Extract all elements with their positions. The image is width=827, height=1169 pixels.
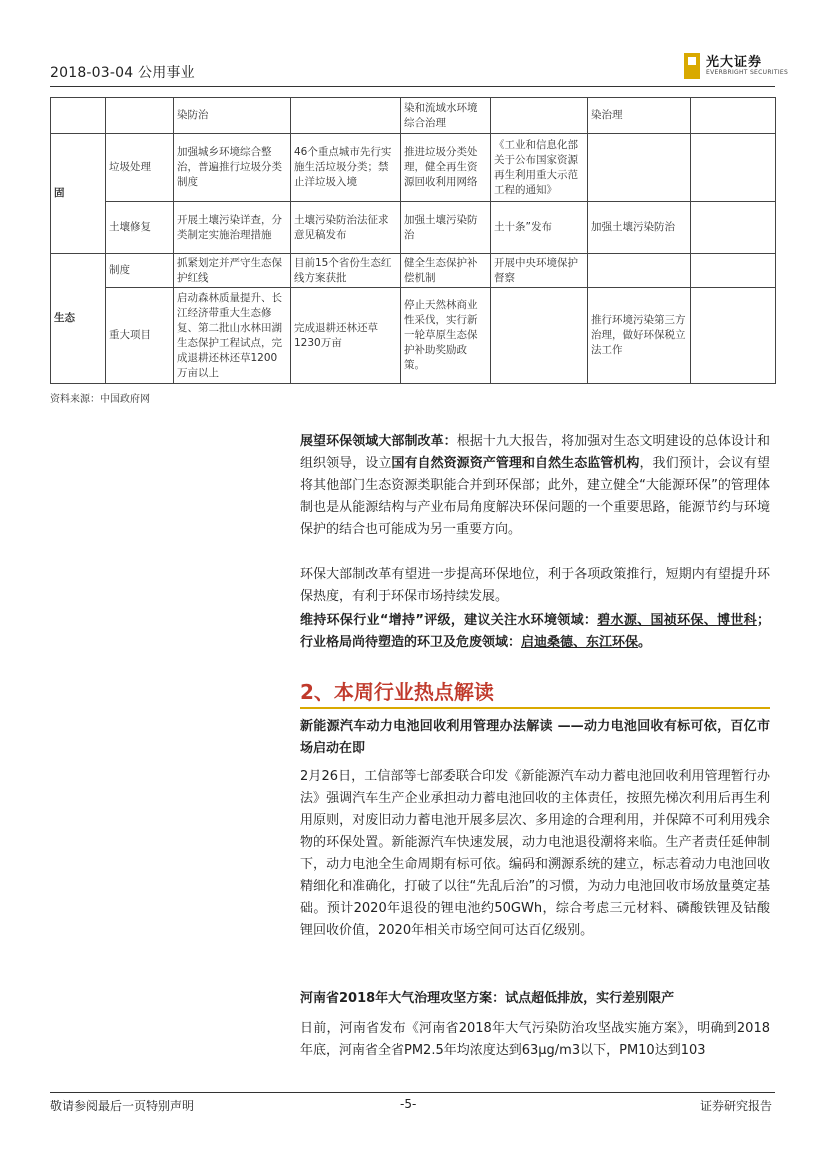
table-cell: 开展中央环境保护督察 — [491, 254, 588, 288]
table-cell — [51, 98, 106, 134]
table-cell: 土十条”发布 — [491, 202, 588, 254]
paragraph-reform — [300, 431, 770, 541]
table-cell — [588, 134, 691, 202]
table-cell — [588, 254, 691, 288]
section-title: 2、本周行业热点解读 — [300, 680, 494, 704]
table-cell — [491, 288, 588, 384]
news-body-henan — [300, 1018, 770, 1062]
table-cell: 《工业和信息化部关于公布国家资源再生利用重大示范工程的通知》 — [491, 134, 588, 202]
news-text: 日前，河南省发布《河南省2018年大气污染防治攻坚战实施方案》，明确到2018年底，河南省全省PM2.5年均浓度达到63μg/m3以下，PM10达到103 — [300, 1021, 770, 1058]
paragraph-text: 根据十九大报告，将加强对生态文明建设的总体设计和组织领导，设立 — [300, 434, 770, 471]
header-date-sector: 2018-03-04 公用事业 — [50, 65, 195, 81]
category-cell: 固 — [51, 134, 106, 254]
table-cell: 推行环境污染第三方治理，做好环保税立法工作 — [588, 288, 691, 384]
brand-logo — [684, 50, 789, 82]
news-title: 河南省2018年大气治理攻坚方案：试点超低排放，实行差别限产 — [300, 991, 675, 1006]
table-cell — [291, 98, 401, 134]
news-text: 2月26日，工信部等七部委联合印发《新能源汽车动力蓄电池回收利用管理暂行办法》强调汽车生产企业承担动力蓄电池回收的主体责任，按照先梯次利用后再生利用原则，对废旧动力蓄电池开展多层次、多用途的合理利用，并保障不可利用残余物的环保处置。新能源汽车快速发展，动力电池退役潮将来临。生产者责任延伸制下，动力电池全生命周期有标可依。编码和溯源系统的建立，标志着动力电池回收精细化和准确化，打破了以往“先乱后治”的习惯，为动力电池回收市场放量奠定基础。预计2020年退役的锂电池约50GWh，综合考虑三元材料、磷酸铁锂及钴酸锂回收价值，2020年相关市场空间可达百亿级别。 — [300, 769, 770, 938]
news-body-battery — [300, 766, 770, 942]
rating-lead: 维持环保行业“增持”评级，建议关注水环境领域： — [300, 613, 598, 628]
table-cell — [691, 98, 776, 134]
table-cell — [691, 202, 776, 254]
table-row — [51, 254, 776, 288]
table-cell: 染治理 — [588, 98, 691, 134]
table-cell: 启动森林质量提升、长江经济带重大生态修复、第二批山水林田湖生态保护工程试点，完成退耕还林还草1200万亩以上 — [174, 288, 291, 384]
paragraph-text: 环保大部制改革有望进一步提高环保地位，利于各项政策推行，短期内有望提升环保热度，有利于环保市场持续发展。 — [300, 567, 770, 604]
footer-disclaimer: 敬请参阅最后一页特别声明 — [50, 1099, 195, 1113]
news-title: 新能源汽车动力电池回收利用管理办法解读 ——动力电池回收有标可依，百亿市场启动在即 — [300, 719, 770, 756]
table-cell: 46个重点城市先行实施生活垃圾分类；禁止洋垃圾入境 — [291, 134, 401, 202]
table-row — [51, 288, 776, 384]
table-source-note: 资料来源：中国政府网 — [50, 394, 150, 405]
table-cell: 抓紧划定并严守生态保护红线 — [174, 254, 291, 288]
news-item-battery — [300, 716, 770, 760]
paragraph-bold: 国有自然资源资产管理和自然生态监管机构 — [391, 456, 640, 471]
paragraph-rating — [300, 610, 770, 654]
logo-subtext: EVERBRIGHT SECURITIES — [706, 69, 789, 76]
table-cell: 加强土壤污染防治 — [588, 202, 691, 254]
table-row — [51, 98, 776, 134]
paragraph-text: ，我们预计，会议有望将其他部门生态资源类职能合并到环保部；此外，建立健全“大能源环保”的管理体制也是从能源结构与产业布局角度解决环保问题的一个重要思路，能源节约与环境保护的结合也可能成为另一重要方向。 — [300, 456, 770, 537]
table-cell: 土壤污染防治法征求意见稿发布 — [291, 202, 401, 254]
footer-divider — [50, 1092, 775, 1093]
table-row — [51, 202, 776, 254]
policy-table — [50, 97, 776, 384]
table-row — [51, 134, 776, 202]
table-cell: 染防治 — [174, 98, 291, 134]
page-number: -5- — [400, 1097, 417, 1111]
subcategory-cell: 重大项目 — [106, 288, 174, 384]
table-cell — [691, 254, 776, 288]
table-cell: 加强城乡环境综合整治，普遍推行垃圾分类制度 — [174, 134, 291, 202]
table-cell: 染和流域水环境综合治理 — [401, 98, 491, 134]
table-cell: 推进垃圾分类处理，健全再生资源回收利用网络 — [401, 134, 491, 202]
rating-end: 。 — [638, 635, 652, 650]
paragraph-outlook — [300, 564, 770, 608]
table-cell: 目前15个省份生态红线方案获批 — [291, 254, 401, 288]
table-cell: 开展土壤污染详查，分类制定实施治理措施 — [174, 202, 291, 254]
table-cell — [691, 134, 776, 202]
category-cell: 生态 — [51, 254, 106, 384]
recommended-stocks: 碧水源、国祯环保、博世科 — [597, 613, 757, 628]
table-cell: 停止天然林商业性采伐，实行新一轮草原生态保护补助奖励政策。 — [401, 288, 491, 384]
table-cell — [691, 288, 776, 384]
logo-text: 光大证券 — [706, 55, 763, 70]
table-cell: 健全生态保护补偿机制 — [401, 254, 491, 288]
table-cell — [106, 98, 174, 134]
footer-report-type: 证券研究报告 — [700, 1099, 773, 1113]
paragraph-lead: 展望环保领域大部制改革： — [300, 434, 457, 449]
table-cell — [491, 98, 588, 134]
section-divider — [300, 707, 770, 709]
subcategory-cell: 土壤修复 — [106, 202, 174, 254]
table-cell: 完成退耕还林还草1230万亩 — [291, 288, 401, 384]
recommended-stocks: 启迪桑德、东江环保 — [521, 635, 639, 650]
header-divider — [50, 86, 775, 87]
subcategory-cell: 垃圾处理 — [106, 134, 174, 202]
news-item-henan — [300, 988, 770, 1010]
table-cell: 加强土壤污染防治 — [401, 202, 491, 254]
rating-mid: ；行业格局尚待塑造的环卫及危废领域： — [300, 613, 770, 650]
subcategory-cell: 制度 — [106, 254, 174, 288]
logo-icon — [684, 53, 700, 79]
